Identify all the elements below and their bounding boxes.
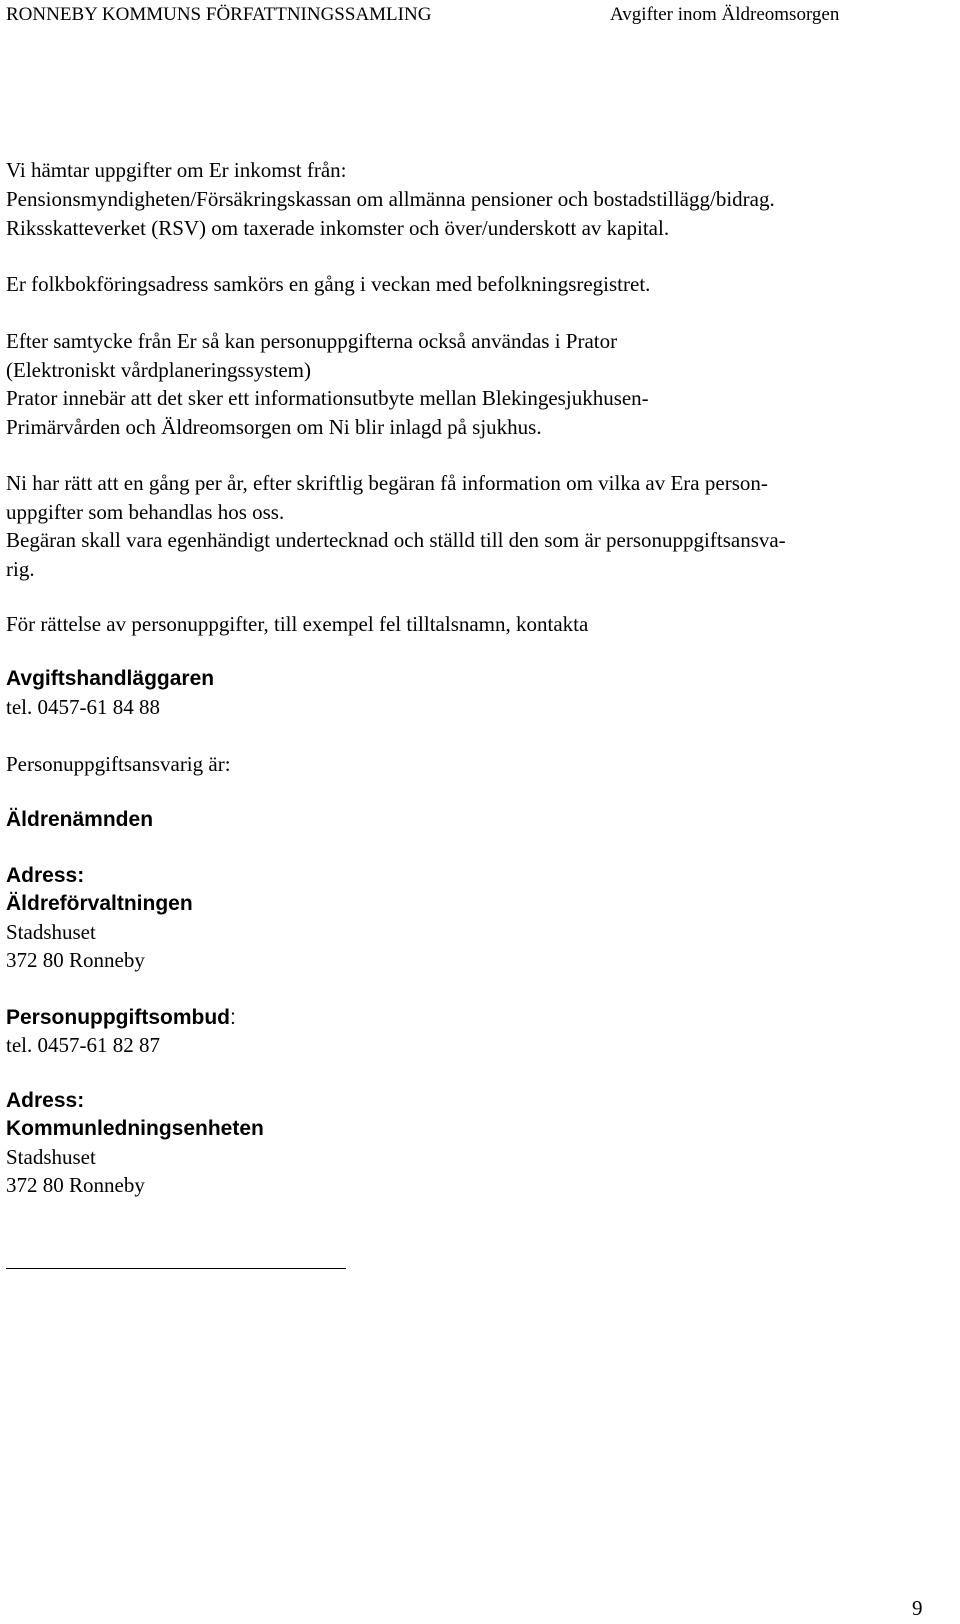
rights-line-2: uppgifter som behandlas hos oss. xyxy=(6,500,285,524)
prator-line-2: (Elektroniskt vårdplaneringssystem) xyxy=(6,358,312,382)
responsible-label: Personuppgiftsansvarig är: xyxy=(6,752,231,776)
footnote-separator xyxy=(6,1268,346,1269)
running-header-title: RONNEBY KOMMUNS FÖRFATTNINGSSAMLING xyxy=(6,4,432,25)
ombud-heading xyxy=(6,1003,236,1032)
contact-name: Avgiftshandläggaren xyxy=(6,667,215,690)
ombud-phone: tel. 0457-61 82 87 xyxy=(6,1033,160,1057)
rights-line-3: Begäran skall vara egenhändigt undertecknad och ställd till den som är personuppgiftsansva- xyxy=(6,528,786,552)
address2-street: Stadshuset xyxy=(6,1145,96,1169)
contact-phone: tel. 0457-61 84 88 xyxy=(6,695,160,719)
ombud-label: Personuppgiftsombud xyxy=(6,1006,230,1029)
address-street: Stadshuset xyxy=(6,920,96,944)
income-source-pension: Pensionsmyndigheten/Försäkringskassan om allmänna pensioner och bostadstillägg/bidrag. xyxy=(6,187,775,211)
prator-line-3: Prator innebär att det sker ett informationsutbyte mellan Blekingesjukhusen- xyxy=(6,386,649,410)
prator-line-1: Efter samtycke från Er så kan personuppgifterna också användas i Prator xyxy=(6,329,618,353)
running-header-section: Avgifter inom Äldreomsorgen xyxy=(610,4,840,25)
address-label: Adress: xyxy=(6,864,85,887)
correction-text: För rättelse av personuppgifter, till exempel fel tilltalsnamn, kontakta xyxy=(6,612,589,636)
address-organization: Äldreförvaltningen xyxy=(6,892,193,915)
ombud-colon: : xyxy=(230,1006,236,1029)
responsible-name: Äldrenämnden xyxy=(6,808,154,831)
address-city: 372 80 Ronneby xyxy=(6,948,145,972)
rights-line-1: Ni har rätt att en gång per år, efter skriftlig begäran få information om vilka av Era person- xyxy=(6,471,768,495)
income-source-tax: Riksskatteverket (RSV) om taxerade inkomster och över/underskott av kapital. xyxy=(6,216,670,240)
prator-line-4: Primärvården och Äldreomsorgen om Ni blir inlagd på sjukhus. xyxy=(6,415,542,439)
page-number: 9 xyxy=(912,1596,923,1620)
address2-label: Adress: xyxy=(6,1089,85,1112)
rights-line-4: rig. xyxy=(6,557,35,581)
address-sync-text: Er folkbokföringsadress samkörs en gång i veckan med befolkningsregistret. xyxy=(6,272,651,296)
income-intro: Vi hämtar uppgifter om Er inkomst från: xyxy=(6,158,347,182)
address2-organization: Kommunledningsenheten xyxy=(6,1117,264,1140)
address2-city: 372 80 Ronneby xyxy=(6,1173,145,1197)
